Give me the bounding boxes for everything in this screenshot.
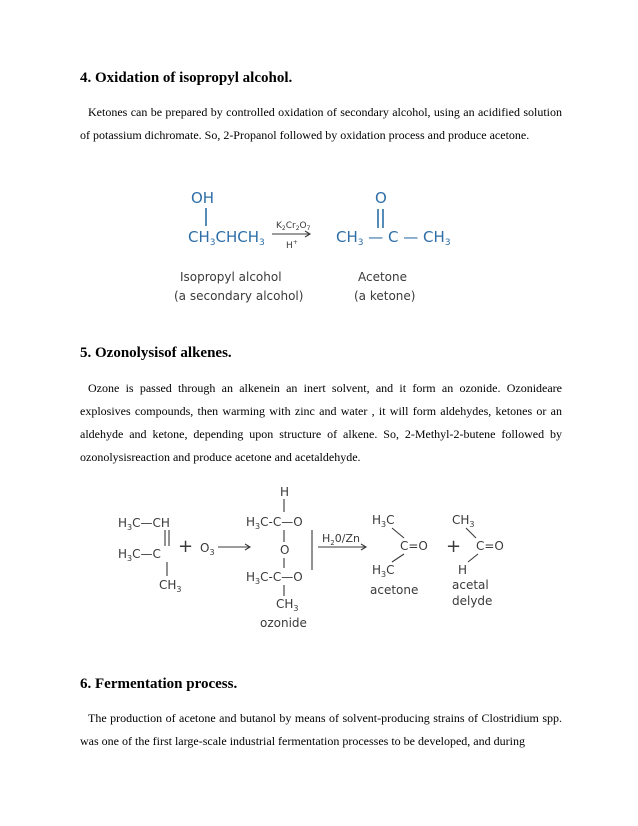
ozonide-bottom-carbon: $H_3C-C—O$ bbox=[246, 570, 303, 586]
reagent-acid-label: H+ bbox=[286, 239, 298, 251]
acetaldehyde-methyl: $CH_3$ bbox=[452, 513, 475, 529]
hydroxyl-group-label: OH bbox=[191, 189, 215, 207]
acetaldehyde-bond-bottom bbox=[468, 554, 478, 562]
section-body-ozonolysis: Ozone is passed through an alkenein an inert solvent, and it form an ozonide. Ozonideare explosives compounds, then warming with zinc and water , it will form aldehydes, ketones or an aldehyde and ketone, depending upon structure of alkene. So, 2-Methyl-2-butene followed by ozonolysisreaction and produce acetone and acetaldehyde. bbox=[80, 381, 562, 464]
acetone-formula: $CH_3$ — C — $CH_3$ bbox=[336, 228, 451, 248]
reagent-dichromate-label: $K_2Cr_2O_7$ bbox=[276, 221, 311, 232]
reactant-name-label: Isopropyl alcohol bbox=[180, 270, 282, 284]
acetaldehyde-label-2: delyde bbox=[452, 594, 493, 608]
acetone-bond-top bbox=[392, 528, 404, 538]
isopropyl-alcohol-formula: $CH_3CHCH_3$ bbox=[188, 228, 265, 248]
acetone-label: acetone bbox=[370, 583, 419, 597]
acetone-bond-bottom bbox=[392, 554, 404, 562]
section-body-oxidation: Ketones can be prepared by controlled oxidation of secondary alcohol, using an acidified solution of potassium dichromate. So, 2-Propanol followed by oxidation process and produce acetone. bbox=[80, 105, 562, 142]
ozone-label: $O_3$ bbox=[200, 541, 215, 557]
product-class-label: (a ketone) bbox=[354, 289, 416, 303]
carbonyl-oxygen-label: O bbox=[375, 189, 387, 207]
ozonolysis-reaction-figure bbox=[110, 484, 530, 634]
section-heading-fermentation: 6. Fermentation process. bbox=[80, 676, 238, 692]
alkene-bottom-left-group: $H_3C—C$ bbox=[118, 547, 161, 563]
section-body-fermentation: The production of acetone and butanol by means of solvent-producing strains of Clostridium spp. was one of the first large-scale industrial fermentation processes to be developed, and during bbox=[80, 711, 562, 748]
alkene-top-left-group: $H_3C—CH$ bbox=[118, 516, 170, 532]
section-heading-oxidation: 4. Oxidation of isopropyl alcohol. bbox=[80, 70, 293, 86]
ozonide-hydrogen: H bbox=[280, 485, 290, 499]
acetaldehyde-hydrogen: H bbox=[458, 563, 468, 577]
ozonide-label: ozonide bbox=[260, 616, 307, 630]
acetone-methyl-bottom: $H_3C$ bbox=[372, 563, 395, 579]
oxidation-reaction-figure bbox=[170, 186, 451, 310]
acetaldehyde-bond-top bbox=[466, 528, 476, 538]
reactant-class-label: (a secondary alcohol) bbox=[174, 289, 304, 303]
zinc-water-reagent: $H_20/Zn$ bbox=[322, 532, 360, 547]
ozonide-methyl-group: $CH_3$ bbox=[276, 597, 299, 613]
acetaldehyde-carbonyl: C=O bbox=[476, 539, 504, 553]
ozonide-middle-oxygen: O bbox=[280, 543, 290, 557]
acetaldehyde-label-1: acetal bbox=[452, 578, 489, 592]
ozonide-top-carbon: $H_3C-C—O$ bbox=[246, 515, 303, 531]
acetone-methyl-top: $H_3C$ bbox=[372, 513, 395, 529]
plus-sign-1: + bbox=[178, 536, 194, 557]
acetone-carbonyl: C=O bbox=[400, 539, 428, 553]
plus-sign-2: + bbox=[446, 536, 462, 557]
alkene-methyl-group: $CH_3$ bbox=[159, 578, 182, 594]
product-name-label: Acetone bbox=[358, 270, 408, 284]
section-heading-ozonolysis: 5. Ozonolysisof alkenes. bbox=[80, 345, 232, 361]
